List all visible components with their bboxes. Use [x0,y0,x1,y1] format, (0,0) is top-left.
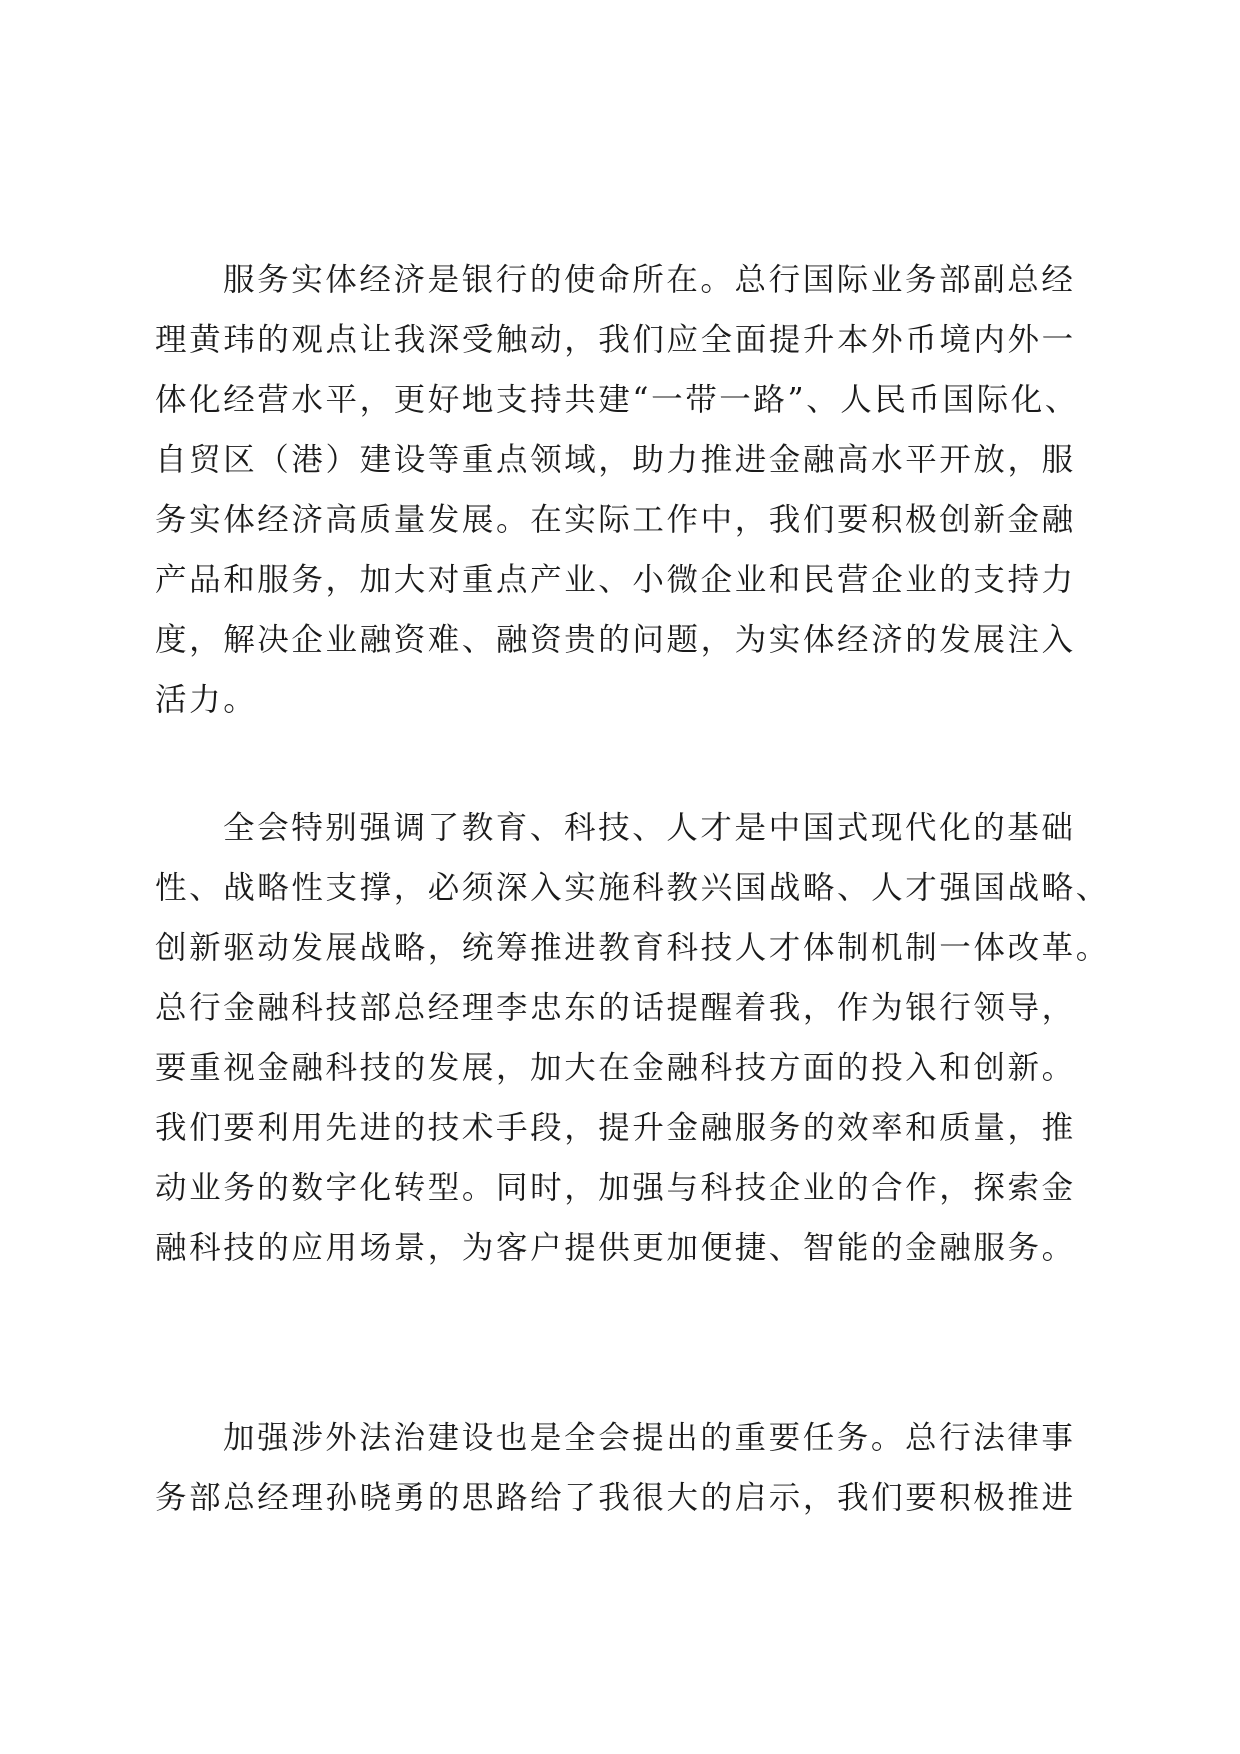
text-line: 总行金融科技部总经理李忠东的话提醒着我，作为银行领导， [155,990,1076,1026]
text-line: 融科技的应用场景，为客户提供更加便捷、智能的金融服务。 [155,1230,1076,1266]
text-line: 度，解决企业融资难、融资贵的问题，为实体经济的发展注入 [155,622,1076,658]
text-line: 务实体经济高质量发展。在实际工作中，我们要积极创新金融 [155,502,1076,538]
text-line: 要重视金融科技的发展，加大在金融科技方面的投入和创新。 [155,1050,1076,1086]
text-line: 动业务的数字化转型。同时，加强与科技企业的合作，探索金 [155,1170,1076,1206]
text-line: 创新驱动发展战略，统筹推进教育科技人才体制机制一体改革。 [155,930,1110,966]
text-line: 活力。 [155,682,258,718]
text-line: 我们要利用先进的技术手段，提升金融服务的效率和质量，推 [155,1110,1076,1146]
text-line: 务部总经理孙晓勇的思路给了我很大的启示，我们要积极推进 [155,1480,1076,1516]
text-line: 服务实体经济是银行的使命所在。总行国际业务部副总经 [223,262,1076,298]
text-line: 加强涉外法治建设也是全会提出的重要任务。总行法律事 [223,1420,1076,1456]
text-line: 理黄玮的观点让我深受触动，我们应全面提升本外币境内外一 [155,322,1076,358]
text-line: 性、战略性支撑，必须深入实施科教兴国战略、人才强国战略、 [155,870,1110,906]
paragraph-foreign-rule-of-law [155,1408,1085,1528]
text-line: 自贸区（港）建设等重点领域，助力推进金融高水平开放，服 [155,442,1076,478]
text-line: 产品和服务，加大对重点产业、小微企业和民营企业的支持力 [155,562,1076,598]
paragraph-education-tech-talent [155,798,1110,1278]
text-line: 体化经营水平，更好地支持共建“一带一路”、人民币国际化、 [155,382,1080,418]
paragraph-serve-real-economy [155,250,1085,730]
text-line: 全会特别强调了教育、科技、人才是中国式现代化的基础 [223,810,1076,846]
